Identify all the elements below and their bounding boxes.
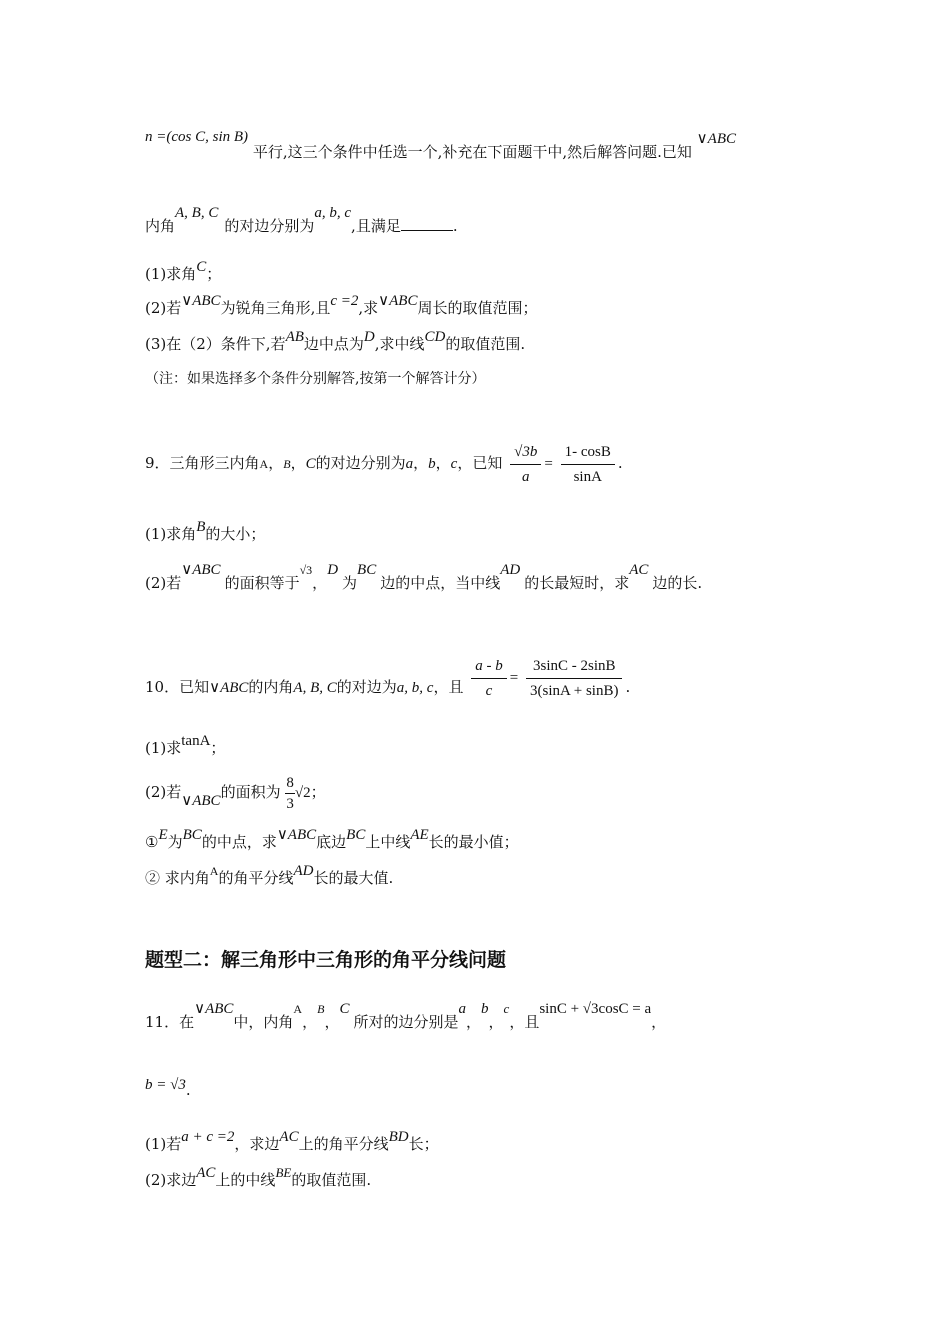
p10-s1-tri: ∨ABC xyxy=(276,827,317,843)
p10-s1-ae: AE xyxy=(410,827,429,843)
p10-q1-a: (1)求 xyxy=(145,739,182,757)
p11-c: c xyxy=(503,1001,510,1016)
p9-sep3: ， xyxy=(413,454,429,472)
p8-q2-d: 周长的取值范围； xyxy=(417,299,538,317)
p10-q2-root: √2 xyxy=(294,785,311,801)
p11-dot: . xyxy=(185,1081,191,1099)
p9-known: ，已知 xyxy=(457,454,503,472)
p11-q1-b: ，求边 xyxy=(234,1135,280,1153)
p11-and: ，且 xyxy=(509,1013,540,1031)
p9-q2-ac: AC xyxy=(629,562,649,578)
p11-eq-main: sinC + √3cosC = a xyxy=(539,1001,652,1017)
p9-q2-b: 的面积等于 xyxy=(224,574,300,592)
p9-q2-a: (2)若 xyxy=(145,574,182,592)
p9-frac-right-num: 1- cosB xyxy=(561,442,615,465)
p9-q2-c: ， xyxy=(312,574,328,592)
p8-sides: a, b, c xyxy=(314,205,352,221)
p8-q3-a: (3)在（2）条件下,若 xyxy=(145,335,286,353)
p8-triangle: ∨ABC xyxy=(696,131,736,147)
p9-q2-bc: BC xyxy=(357,562,377,578)
p10-frac-right xyxy=(526,656,622,701)
p11-q1-eq: a + c =2 xyxy=(181,1129,235,1145)
p10-s2-ad: AD xyxy=(293,863,314,879)
p9-q1-b: 的大小； xyxy=(205,525,266,543)
p9-q2-tri: ∨ABC xyxy=(181,562,221,578)
p8-line2 xyxy=(145,205,890,237)
p9-q2-f: 的长最短时，求 xyxy=(524,574,630,592)
p10-frac-left xyxy=(471,656,507,701)
p11-C: C xyxy=(339,1001,350,1017)
p10-frac-left-den: c xyxy=(485,682,493,699)
p9-q2-val: √3 xyxy=(299,563,313,577)
p8-note xyxy=(145,369,890,389)
p9-B: B xyxy=(283,457,291,471)
p10-q1-val: tanA xyxy=(181,733,211,749)
p10-q2-frac-num: 8 xyxy=(285,774,295,794)
p10-and: ，且 xyxy=(433,678,464,696)
p8-q1-end: ； xyxy=(206,265,222,283)
p9-end: . xyxy=(617,454,623,472)
p10-q2-b: 的面积为 xyxy=(220,783,281,801)
p11-q1 xyxy=(145,1129,890,1155)
p10-end: . xyxy=(625,678,631,696)
p9-sep2: ， xyxy=(290,454,306,472)
p11-q1-a: (1)若 xyxy=(145,1135,182,1153)
p11-B: B xyxy=(317,1002,325,1016)
p9-q2-dvar: D xyxy=(327,562,339,578)
p10-frac-right-den: 3(sinA + sinB) xyxy=(530,682,619,699)
p10-s1-f: 长的最小值； xyxy=(428,833,519,851)
p9-C: C xyxy=(305,456,316,472)
p8-q2-a: (2)若 xyxy=(145,299,182,317)
p8-q2-c: ,求 xyxy=(358,299,379,317)
p8-q3-b: 边中点为 xyxy=(303,335,364,353)
p10-q1 xyxy=(145,733,890,759)
p11-mid: 中，内角 xyxy=(233,1013,294,1031)
p9-q2-ad: AD xyxy=(500,562,521,578)
p11-sep2: ， xyxy=(324,1013,340,1031)
p11-sep1: ， xyxy=(302,1013,318,1031)
p8-q3-e: 的取值范围. xyxy=(445,335,526,353)
vector-n-formula: n =(cos C, sin B) xyxy=(145,129,249,145)
p9-intro: 9．三角形三内角 xyxy=(145,454,260,472)
p10-s2-c: 长的最大值. xyxy=(313,869,394,887)
p10-s1-bc: BC xyxy=(182,827,202,843)
p9-frac-right xyxy=(561,442,615,487)
p10-opp: 的对边为 xyxy=(336,678,397,696)
p8-q1-text: (1)求角 xyxy=(145,265,197,283)
p10-q2-frac-den: 3 xyxy=(286,795,294,812)
p9-line1 xyxy=(145,438,890,488)
p8-q3-d: D xyxy=(363,329,375,345)
p11-q1-d: 长； xyxy=(408,1135,439,1153)
p8-q2-b: 为锐角三角形,且 xyxy=(220,299,331,317)
p8-blank-end: . xyxy=(452,217,458,235)
p8-q3 xyxy=(145,329,890,355)
p10-s1-d: 底边 xyxy=(316,833,347,851)
p9-q2 xyxy=(145,562,890,594)
p11-q2-a: (2)求边 xyxy=(145,1171,197,1189)
p11-q1-ac: AC xyxy=(279,1129,299,1145)
p10-q2 xyxy=(145,770,890,814)
p8-q3-cd: CD xyxy=(424,329,446,345)
p10-q2-a: (2)若 xyxy=(145,783,182,801)
p8-text1: 平行,这三个条件中任选一个,补充在下面题干中,然后解答问题.已知 xyxy=(252,143,692,161)
p9-frac-left xyxy=(510,442,541,487)
p10-intro: 10．已知 xyxy=(145,678,210,696)
p8-inner-angle-label: 内角 xyxy=(145,217,176,235)
p8-satisfy: ,且满足 xyxy=(351,217,401,235)
p9-q1-a: (1)求角 xyxy=(145,525,197,543)
p9-frac-left-num: √3b xyxy=(510,442,541,465)
p11-tri: ∨ABC xyxy=(194,1001,234,1017)
p10-s1-c: 的中点，求 xyxy=(201,833,277,851)
p11-a: a xyxy=(458,1001,466,1017)
p9-c: c xyxy=(450,456,458,472)
p11-line1 xyxy=(145,1001,890,1033)
p9-sep4: ， xyxy=(435,454,451,472)
p11-A: A xyxy=(293,1002,303,1016)
p8-q2-tri: ∨ABC xyxy=(181,293,221,309)
p10-s2-a: ② 求内角 xyxy=(145,869,210,887)
p8-q3-c: ,求中线 xyxy=(374,335,425,353)
answer-blank xyxy=(401,216,453,231)
p10-s2-A: A xyxy=(209,864,219,878)
p8-q2-eq: c =2 xyxy=(330,293,359,309)
p10-s2-b: 的角平分线 xyxy=(218,869,294,887)
section-heading: 题型二：解三角形中三角形的角平分线问题 xyxy=(145,949,507,971)
p10-s2 xyxy=(145,863,890,889)
p11-q2-b: 上的中线 xyxy=(215,1171,276,1189)
p9-q2-g: 边的长. xyxy=(652,574,703,592)
p10-q2-c: ； xyxy=(310,783,326,801)
p10-s1-bc2: BC xyxy=(346,827,366,843)
p11-opp: 所对的边分别是 xyxy=(353,1013,459,1031)
p11-line2 xyxy=(145,1074,890,1099)
p10-sides: a, b, c xyxy=(396,680,434,696)
p9-frac-right-den: sinA xyxy=(573,468,602,485)
p11-intro: 11．在 xyxy=(145,1013,195,1031)
p8-line1 xyxy=(145,126,890,161)
p11-q1-bd: BD xyxy=(388,1129,409,1145)
p10-s1-e: E xyxy=(158,827,168,843)
p8-q1-var: C xyxy=(196,259,207,275)
p9-frac-left-den: a xyxy=(521,468,530,485)
p10-line1 xyxy=(145,650,890,700)
p10-angles: A, B, C xyxy=(293,680,337,696)
p8-q1 xyxy=(145,259,890,285)
p9-q2-e: 边的中点，当中线 xyxy=(380,574,501,592)
p10-q1-b: ； xyxy=(210,739,226,757)
p10-frac-right-num: 3sinC - 2sinB xyxy=(526,656,622,679)
p10-q2-tri: ∨ABC xyxy=(181,793,221,809)
p9-sep1: ， xyxy=(268,454,284,472)
p11-sep4: ， xyxy=(488,1013,504,1031)
p11-q2-be: BE xyxy=(275,1165,292,1180)
p9-opp: 的对边分别为 xyxy=(315,454,406,472)
p8-note-text: （注：如果选择多个条件分别解答,按第一个解答计分） xyxy=(145,371,486,387)
p11-q1-c: 上的角平分线 xyxy=(298,1135,389,1153)
p10-s1-b: 为 xyxy=(167,833,183,851)
p10-eq: = xyxy=(509,670,519,686)
p11-q2-c: 的取值范围. xyxy=(291,1171,372,1189)
p9-A: A xyxy=(259,457,269,471)
p10-tri: ∨ABC xyxy=(209,680,249,696)
p11-q2 xyxy=(145,1165,890,1191)
p8-q2-tri2: ∨ABC xyxy=(378,293,418,309)
p11-comma: ， xyxy=(651,1013,667,1031)
p11-sep3: ， xyxy=(466,1013,482,1031)
p11-b-eq: b = √3 xyxy=(145,1077,186,1093)
p9-a: a xyxy=(405,456,414,472)
p10-frac-left-num: a - b xyxy=(471,656,507,679)
p10-s1-a: ① xyxy=(145,833,159,851)
p9-q1 xyxy=(145,519,890,545)
p10-inner: 的内角 xyxy=(248,678,294,696)
p8-q2 xyxy=(145,293,890,319)
p8-q3-ab: AB xyxy=(285,329,304,345)
p11-b: b xyxy=(481,1001,489,1017)
p9-b: b xyxy=(428,456,436,472)
p8-opposite-label: 的对边分别为 xyxy=(224,217,315,235)
p9-q2-d: 为 xyxy=(342,574,358,592)
p10-s1-e2: 上中线 xyxy=(365,833,411,851)
p10-q2-frac xyxy=(285,774,295,813)
p10-s1 xyxy=(145,827,890,853)
p9-eq: = xyxy=(544,456,553,472)
p11-q2-ac: AC xyxy=(196,1165,216,1181)
p8-angles: A, B, C xyxy=(175,205,219,221)
p9-q1-var: B xyxy=(196,519,206,535)
